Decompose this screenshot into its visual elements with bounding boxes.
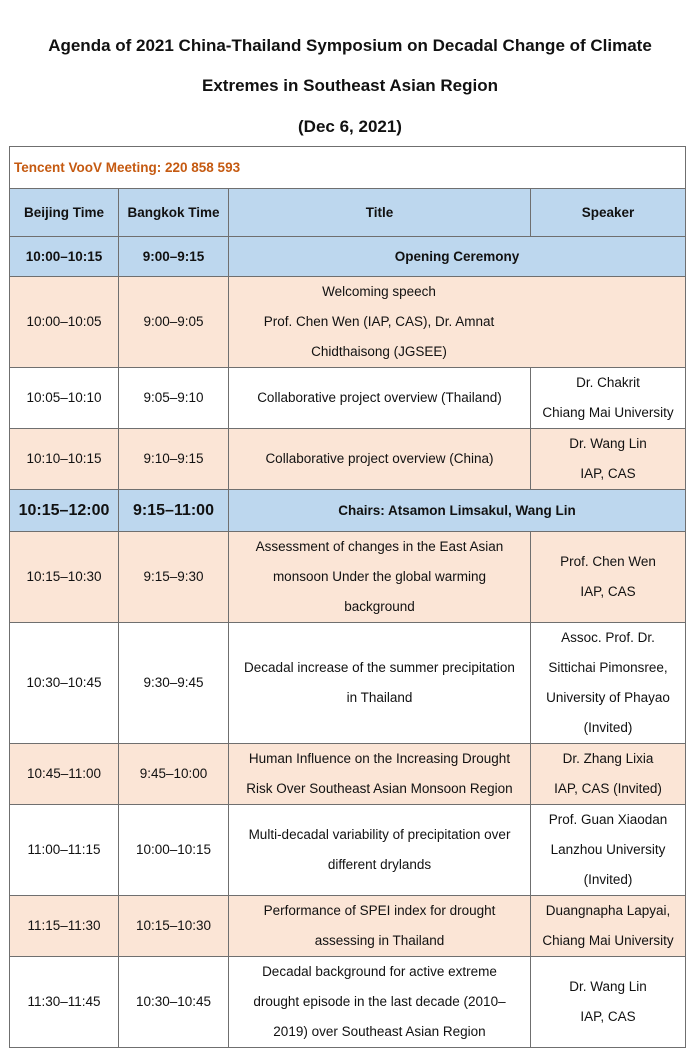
bangkok-time: 10:15–10:30 — [119, 896, 229, 957]
speaker-line: IAP, CAS — [580, 584, 636, 599]
speaker-line: Dr. Wang Lin — [569, 436, 647, 451]
speaker-line: IAP, CAS (Invited) — [554, 781, 662, 796]
beijing-time: 11:15–11:30 — [10, 896, 119, 957]
bangkok-time: 10:00–10:15 — [119, 805, 229, 896]
section-row — [10, 490, 686, 532]
talk-title-line: Prof. Chen Wen (IAP, CAS), Dr. Amnat Chidthaisong (JGSEE) — [263, 314, 495, 359]
talk-title-line: 2019) over Southeast Asian Region — [273, 1024, 486, 1039]
header-beijing-time: Beijing Time — [10, 189, 119, 237]
talk-title-line: assessing in Thailand — [314, 933, 445, 948]
talk-title — [229, 532, 531, 623]
section-row — [10, 237, 686, 277]
speaker-line: (Invited) — [583, 872, 633, 887]
talk-title-line: Collaborative project overview (Thailand) — [257, 390, 502, 405]
talk-title-line: Risk Over Southeast Asian Monsoon Region — [246, 781, 513, 796]
meeting-info: Tencent VooV Meeting: 220 858 593 — [10, 147, 686, 189]
talk-title-line: Multi-decadal variability of precipitation over — [248, 827, 511, 842]
talk-title-line: Performance of SPEI index for drought — [263, 903, 496, 918]
agenda-row — [10, 623, 686, 744]
section-beijing-time: 10:15–12:00 — [10, 490, 119, 532]
speaker-line: Duangnapha Lapyai, — [545, 903, 671, 918]
section-beijing-time: 10:00–10:15 — [10, 237, 119, 277]
speaker-line: Chiang Mai University — [542, 933, 674, 948]
talk-title-line: Decadal increase of the summer precipitation — [244, 660, 515, 675]
speaker — [531, 532, 686, 623]
talk-title — [229, 744, 531, 805]
header-speaker: Speaker — [531, 189, 686, 237]
bangkok-time: 9:10–9:15 — [119, 429, 229, 490]
speaker — [531, 429, 686, 490]
speaker — [531, 368, 686, 429]
title-line-1: Agenda of 2021 China-Thailand Symposium on Decadal Change of Climate — [48, 36, 652, 55]
beijing-time: 10:00–10:05 — [10, 277, 119, 368]
agenda-row — [10, 805, 686, 896]
title-line-2: Extremes in Southeast Asian Region — [202, 76, 498, 95]
bangkok-time: 9:45–10:00 — [119, 744, 229, 805]
speaker-line: Assoc. Prof. Dr. — [561, 630, 655, 645]
talk-title-line: background — [344, 599, 415, 614]
talk-title-line: drought episode in the last decade (2010– — [253, 994, 506, 1009]
talk-title-line: different drylands — [327, 857, 432, 872]
speaker — [531, 957, 686, 1048]
bangkok-time: 10:30–10:45 — [119, 957, 229, 1048]
bangkok-time: 9:00–9:05 — [119, 277, 229, 368]
section-bangkok-time: 9:15–11:00 — [119, 490, 229, 532]
meeting-row — [10, 147, 686, 189]
talk-title-line: Welcoming speech — [322, 284, 436, 299]
speaker-line: Lanzhou University — [550, 842, 666, 857]
talk-title-line: Human Influence on the Increasing Drought — [248, 751, 511, 766]
speaker-line: Dr. Chakrit — [576, 375, 640, 390]
header-bangkok-time: Bangkok Time — [119, 189, 229, 237]
beijing-time: 10:30–10:45 — [10, 623, 119, 744]
speaker — [531, 623, 686, 744]
speaker-line: Dr. Zhang Lixia — [562, 751, 654, 766]
talk-title-line: Decadal background for active extreme — [262, 964, 497, 979]
speaker — [531, 805, 686, 896]
agenda-row — [10, 896, 686, 957]
title-date: (Dec 6, 2021) — [298, 117, 402, 136]
bangkok-time: 9:05–9:10 — [119, 368, 229, 429]
agenda-row — [10, 532, 686, 623]
talk-title — [229, 623, 531, 744]
speaker — [531, 744, 686, 805]
speaker-line: (Invited) — [583, 720, 633, 735]
agenda-row — [10, 368, 686, 429]
speaker — [531, 896, 686, 957]
speaker-line: IAP, CAS — [580, 466, 636, 481]
talk-title — [229, 896, 531, 957]
speaker-line: Prof. Guan Xiaodan — [548, 812, 668, 827]
speaker-line: University of Phayao — [546, 690, 670, 705]
talk-title-line: Assessment of changes in the East Asian — [255, 539, 504, 554]
talk-title — [229, 368, 531, 429]
speaker-line: Chiang Mai University — [542, 405, 674, 420]
section-label: Chairs: Atsamon Limsakul, Wang Lin — [229, 490, 686, 532]
agenda-row — [10, 277, 686, 368]
header-row — [10, 189, 686, 237]
beijing-time: 10:10–10:15 — [10, 429, 119, 490]
section-bangkok-time: 9:00–9:15 — [119, 237, 229, 277]
agenda-row — [10, 744, 686, 805]
bangkok-time: 9:30–9:45 — [119, 623, 229, 744]
talk-title — [229, 957, 531, 1048]
beijing-time: 10:05–10:10 — [10, 368, 119, 429]
talk-title — [229, 805, 531, 896]
talk-title — [229, 277, 686, 368]
talk-title — [229, 429, 531, 490]
talk-title-line: monsoon Under the global warming — [272, 569, 487, 584]
beijing-time: 11:00–11:15 — [10, 805, 119, 896]
speaker-line: Sittichai Pimonsree, — [548, 660, 668, 675]
section-label: Opening Ceremony — [229, 237, 686, 277]
talk-title-line: in Thailand — [346, 690, 413, 705]
agenda-table — [9, 146, 686, 1048]
speaker-line: Prof. Chen Wen — [560, 554, 656, 569]
agenda-row — [10, 957, 686, 1048]
header-title: Title — [229, 189, 531, 237]
speaker-line: Dr. Wang Lin — [569, 979, 647, 994]
agenda-row — [10, 429, 686, 490]
beijing-time: 10:15–10:30 — [10, 532, 119, 623]
bangkok-time: 9:15–9:30 — [119, 532, 229, 623]
talk-title-line: Collaborative project overview (China) — [265, 451, 494, 466]
beijing-time: 11:30–11:45 — [10, 957, 119, 1048]
beijing-time: 10:45–11:00 — [10, 744, 119, 805]
speaker-line: IAP, CAS — [580, 1009, 636, 1024]
